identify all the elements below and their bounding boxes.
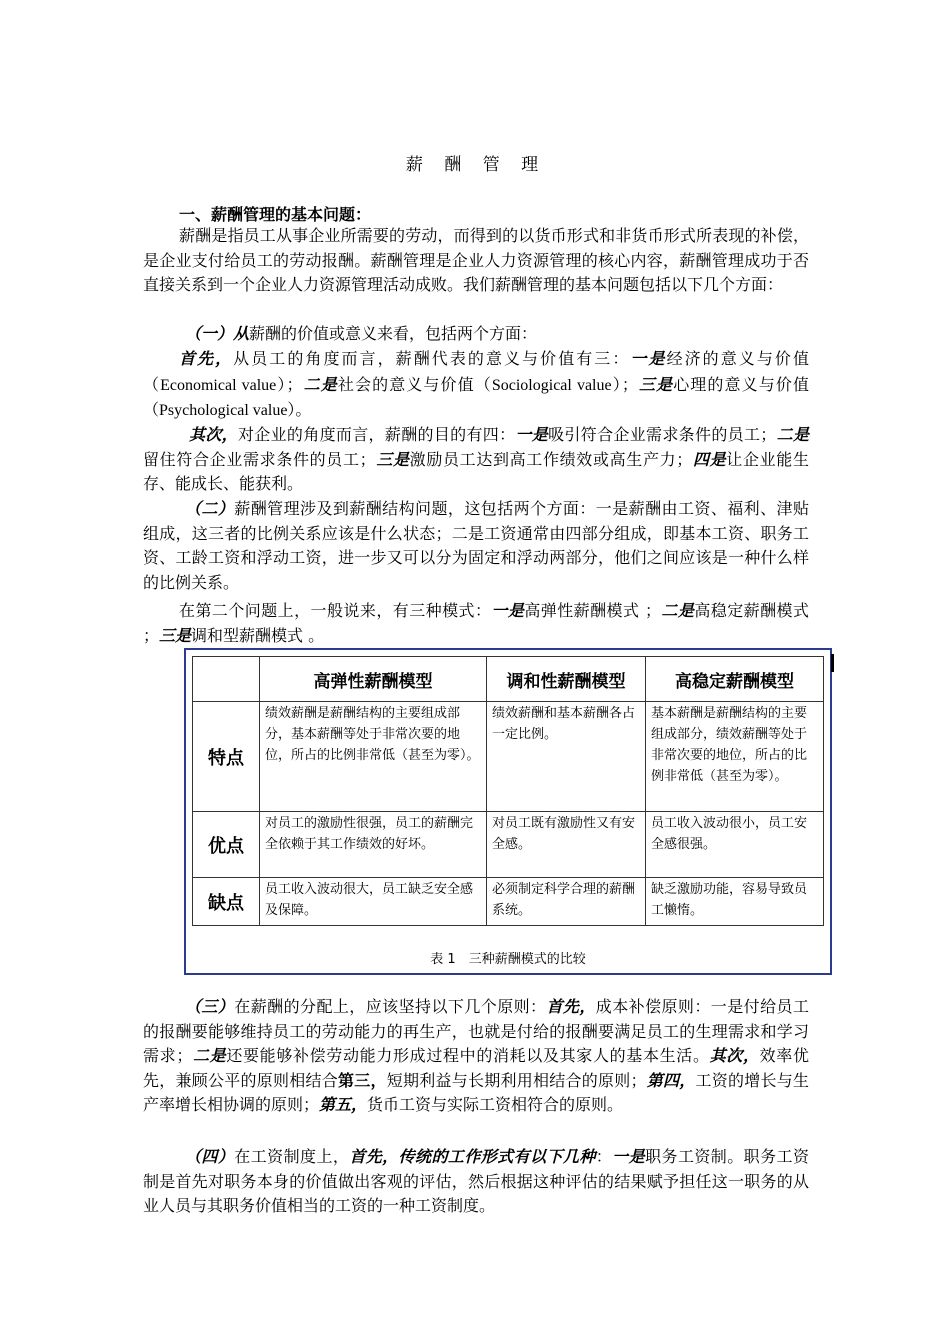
intro-text: 薪酬是指员工从事企业所需要的劳动，而得到的以货币形式和非货币形式所表现的补偿，是企业支付给员工的劳动报酬。薪酬管理是企业人力资源管理的核心内容，薪酬管理成功于否直接关系到一个企业人力资源管理活动成败。我们薪酬管理的基本问题包括以下几个方面： <box>143 226 809 294</box>
text-span: 职务工资制。职务工资制是首先对职务本身的价值做出客观的评估，然后根据这种评估的结果赋予担任这一职务的从业人员与其职务价值相当的工资的一种工资制度。 <box>143 1147 809 1215</box>
header-high-elastic: 高弹性薪酬模型 <box>260 657 487 702</box>
table-cell: 员工收入波动很小，员工安全感很强。 <box>646 812 824 878</box>
emphasis-third: 第三， <box>337 1070 387 1090</box>
emphasis-two: 二是 <box>192 1046 227 1065</box>
paragraph-modes <box>143 599 809 648</box>
text-span: 调和型薪酬模式 。 <box>191 625 325 645</box>
table-row <box>193 878 824 926</box>
emphasis-fourth: 第四， <box>646 1070 696 1090</box>
text-span: ： <box>595 1147 613 1166</box>
header-high-stable: 高稳定薪酬模型 <box>646 657 824 702</box>
row-label: 优点 <box>193 812 260 878</box>
emphasis-three: 三是 <box>637 374 674 394</box>
text-span: 心理的意义与价值（Psychological value）。 <box>143 376 809 419</box>
page-title: 薪 酬 管 理 <box>405 155 547 175</box>
table-row <box>193 702 824 812</box>
text-span: 留住符合企业需求条件的员工； <box>143 449 376 469</box>
text-span: 成本补偿原则：一是付给员工的报酬要能够维持员工的劳动能力的再生产，也就是付给的报酬要满足员工的生理需求和学习需求； <box>143 997 809 1065</box>
paragraph-structure <box>143 497 809 595</box>
label-four: （四） <box>185 1147 235 1166</box>
emphasis-two: 二是 <box>776 425 809 444</box>
border-tick <box>831 654 834 672</box>
emphasis-one: 一是 <box>491 601 525 620</box>
emphasis-four: 四是 <box>692 449 727 469</box>
comparison-table-figure <box>184 648 832 975</box>
label-two: （二） <box>185 499 235 518</box>
emphasis-three: 三是 <box>159 625 192 645</box>
row-label: 缺点 <box>193 878 260 926</box>
text-span: 在工资制度上， <box>234 1147 350 1166</box>
paragraph-value-text: 薪酬的价值或意义来看，包括两个方面： <box>249 324 538 343</box>
text-span: 对企业的角度而言，薪酬的目的有四： <box>237 425 516 444</box>
text-span: 在第二个问题上，一般说来，有三种模式： <box>179 601 492 620</box>
table-cell: 绩效薪酬是薪酬结构的主要组成部分，基本薪酬等处于非常次要的地位，所占的比例非常低（甚至为零）。 <box>260 702 487 812</box>
text-span: 货币工资与实际工资相符合的原则。 <box>367 1095 624 1114</box>
table-cell: 对员工的激励性很强，员工的薪酬完全依赖于其工作绩效的好坏。 <box>260 812 487 878</box>
paragraph-employee <box>143 347 809 424</box>
text-span: 短期利益与长期利用相结合的原则； <box>386 1070 647 1090</box>
text-span: 还要能够补偿劳动能力形成过程中的消耗以及其家人的基本生活。 <box>226 1046 710 1065</box>
emphasis-first: 首先， <box>179 349 234 368</box>
emphasis-three: 三是 <box>375 449 410 469</box>
text-span: 社会的意义与价值（Sociological value）； <box>337 376 638 394</box>
header-harmonized: 调和性薪酬模型 <box>487 657 646 702</box>
text-span: 激励员工达到高工作绩效或高生产力； <box>409 449 693 469</box>
emphasis-two: 二是 <box>660 601 695 620</box>
emphasis-one: 一是 <box>515 425 549 444</box>
emphasis-two: 二是 <box>302 374 338 394</box>
text-span: 从员工的角度而言，薪酬代表的意义与价值有三： <box>233 349 631 368</box>
text-span: 高弹性薪酬模式 ； <box>524 601 661 620</box>
label-one: （一）从 <box>185 324 250 343</box>
table-caption: 表 1 三种薪酬模式的比较 <box>430 952 586 967</box>
table-header-row <box>193 657 824 702</box>
text-span: 效率优先，兼顾公平的原则相结合 <box>143 1046 809 1090</box>
paragraph-value <box>143 322 809 347</box>
table-cell: 必须制定科学合理的薪酬系统。 <box>487 878 646 926</box>
comparison-table <box>192 656 824 926</box>
paragraph-wage-system <box>143 1145 809 1219</box>
table-corner-cell <box>193 657 260 702</box>
emphasis-next: 其次， <box>189 425 238 444</box>
table-cell: 绩效薪酬和基本薪酬各占一定比例。 <box>487 702 646 812</box>
text-span: 高稳定薪酬模式 ； <box>143 601 809 645</box>
intro-paragraph <box>143 224 809 298</box>
emphasis-fifth: 第五， <box>319 1095 368 1114</box>
label-three: （三） <box>185 997 235 1016</box>
section-heading: 一、薪酬管理的基本问题： <box>179 205 372 224</box>
table-cell: 对员工既有激励性又有安全感。 <box>487 812 646 878</box>
text-span: 吸引符合企业需求条件的员工； <box>548 425 777 444</box>
text-span: 在薪酬的分配上，应该坚持以下几个原则： <box>234 997 547 1016</box>
text-span: 经济的意义与价值（Economical value）； <box>143 351 809 394</box>
table-cell: 员工收入波动很大，员工缺乏安全感及保障。 <box>260 878 487 926</box>
text-span: 让企业能生存、能成长、能获利。 <box>143 449 809 493</box>
emphasis-one: 一是 <box>612 1147 646 1166</box>
text-span: 工资的增长与生产率增长相协调的原则； <box>143 1070 809 1114</box>
emphasis-next: 其次， <box>709 1046 760 1065</box>
emphasis-first: 首先，传统的工作形式有以下几种 <box>349 1147 596 1166</box>
text-span: 薪酬管理涉及到薪酬结构问题，这包括两个方面：一是薪酬由工资、福利、津贴组成，这三者的比例关系应该是什么状态；二是工资通常由四部分组成，即基本工资、职务工资、工龄工资和浮动工资，进一步又可以分为固定和浮动两部分，他们之间应该是一种什么样的比例关系。 <box>143 499 809 592</box>
row-label: 特点 <box>193 702 260 812</box>
paragraph-distribution <box>143 995 809 1118</box>
emphasis-first: 首先， <box>546 997 596 1016</box>
paragraph-enterprise <box>143 423 809 497</box>
emphasis-one: 一是 <box>630 349 667 368</box>
table-cell: 基本薪酬是薪酬结构的主要组成部分，绩效薪酬等处于非常次要的地位，所占的比例非常低（甚至为零）。 <box>646 702 824 812</box>
table-row <box>193 812 824 878</box>
table-cell: 缺乏激励功能，容易导致员工懒惰。 <box>646 878 824 926</box>
